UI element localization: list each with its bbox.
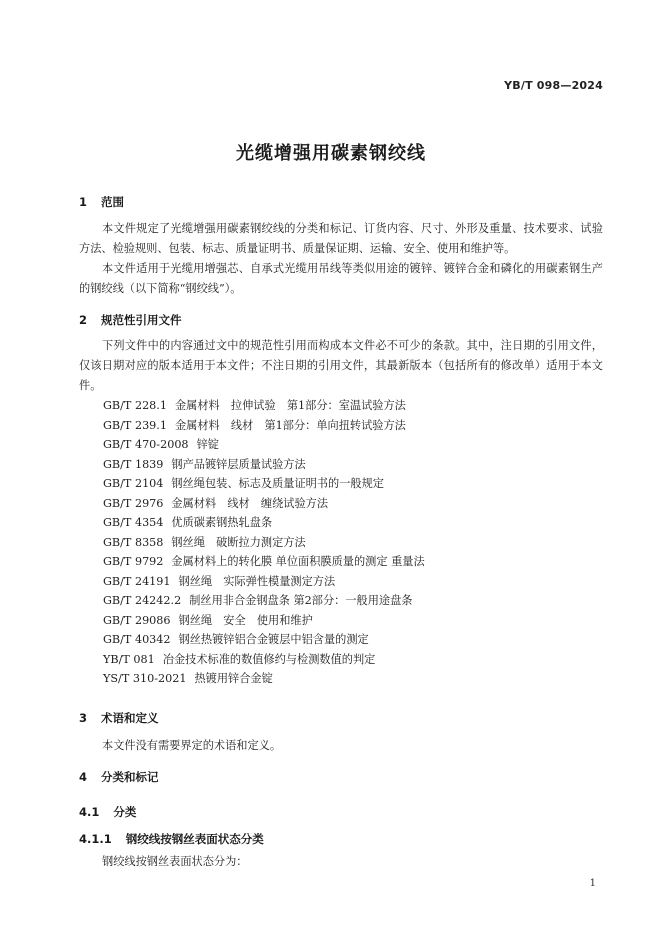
reference-item — [103, 396, 425, 416]
reference-title: 金属材料 线材 缠绕试验方法 — [171, 496, 329, 510]
page-number: 1 — [589, 878, 596, 889]
reference-title: 金属材料 线材 第1部分：单向扭转试验方法 — [174, 418, 406, 432]
reference-title: 锌锭 — [196, 438, 219, 451]
section-title: 规范性引用文件 — [101, 313, 182, 327]
reference-code: GB/T 470-2008 — [103, 438, 189, 451]
reference-item — [103, 650, 425, 670]
terms-paragraph: 本文件没有需要界定的术语和定义。 — [102, 739, 282, 752]
reference-code: GB/T 4354 — [103, 516, 164, 529]
section-number: 4.1.1 — [79, 832, 112, 846]
reference-item — [103, 630, 425, 650]
section-title: 钢绞线按钢丝表面状态分类 — [125, 832, 264, 846]
section-title: 术语和定义 — [101, 711, 159, 725]
reference-item — [103, 591, 425, 611]
reference-title: 金属材料 拉伸试验 第1部分：室温试验方法 — [174, 399, 406, 412]
reference-item — [103, 474, 425, 494]
reference-item — [103, 572, 425, 592]
reference-item — [103, 435, 425, 455]
section-number: 1 — [79, 195, 88, 209]
reference-item — [103, 533, 425, 553]
reference-code: GB/T 228.1 — [103, 399, 167, 412]
reference-code: GB/T 40342 — [103, 633, 171, 646]
reference-title: 钢丝绳 实际弹性模量测定方法 — [178, 574, 336, 588]
reference-code: GB/T 239.1 — [103, 418, 167, 432]
references-intro: 下列文件中的内容通过文中的规范性引用而构成本文件必不可少的条款。其中，注日期的引用文件，仅该日期对应的版本适用于本文件；不注日期的引用文件，其最新版本（包括所有的修改单）适用于本文件。 — [79, 339, 603, 392]
document-title: 光缆增强用碳素钢绞线 — [236, 143, 426, 164]
reference-code: GB/T 29086 — [103, 613, 171, 627]
reference-title: 钢丝绳 安全 使用和维护 — [178, 613, 313, 627]
reference-item — [103, 416, 425, 436]
section-title: 分类 — [113, 805, 137, 819]
reference-title: 金属材料上的转化膜 单位面积膜质量的测定 重量法 — [171, 555, 425, 568]
section-number: 3 — [79, 711, 88, 725]
reference-title: 钢丝热镀锌铝合金镀层中铝含量的测定 — [178, 633, 369, 646]
reference-item — [103, 494, 425, 514]
reference-code: YS/T 310-2021 — [103, 672, 187, 685]
section-3-heading — [79, 710, 159, 726]
scope-paragraph-1: 本文件规定了光缆增强用碳素钢绞线的分类和标记、订货内容、尺寸、外形及重量、技术要求、试验方法、检验规则、包装、标志、质量证明书、质量保证期、运输、安全、使用和维护等。 — [79, 222, 603, 255]
reference-code: GB/T 1839 — [103, 457, 164, 471]
reference-item — [103, 552, 425, 572]
classification-paragraph: 钢绞线按钢丝表面状态分为： — [102, 855, 248, 868]
section-number: 4 — [79, 770, 88, 784]
reference-code: YB/T 081 — [103, 652, 155, 666]
reference-title: 钢产品镀锌层质量试验方法 — [171, 457, 306, 471]
section-4-heading — [79, 769, 159, 785]
section-title: 分类和标记 — [101, 770, 159, 784]
reference-item — [103, 513, 425, 533]
reference-code: GB/T 9792 — [103, 555, 164, 568]
section-number: 4.1 — [79, 805, 100, 819]
reference-title: 制丝用非合金钢盘条 第2部分：一般用途盘条 — [189, 594, 413, 607]
section-2-heading — [79, 312, 182, 328]
reference-code: GB/T 8358 — [103, 535, 164, 549]
reference-title: 优质碳素钢热轧盘条 — [171, 516, 273, 529]
section-number: 2 — [79, 313, 88, 327]
reference-code: GB/T 24242.2 — [103, 594, 182, 607]
reference-code: GB/T 2976 — [103, 496, 164, 510]
subsection-4-1-1-heading — [79, 831, 264, 847]
scope-paragraph-2: 本文件适用于光缆用增强芯、自承式光缆用吊线等类似用途的镀锌、镀锌合金和磷化的用碳素钢生产的钢绞线（以下简称“钢绞线”）。 — [79, 262, 603, 295]
section-title: 范围 — [101, 195, 125, 209]
reference-code: GB/T 24191 — [103, 574, 171, 588]
reference-code: GB/T 2104 — [103, 477, 164, 490]
reference-title: 热镀用锌合金锭 — [194, 672, 273, 685]
reference-item — [103, 455, 425, 475]
reference-item — [103, 611, 425, 631]
reference-list — [103, 396, 425, 689]
subsection-4-1-heading — [79, 804, 136, 820]
section-1-heading — [79, 194, 124, 210]
reference-title: 钢丝绳包装、标志及质量证明书的一般规定 — [171, 477, 384, 490]
reference-title: 钢丝绳 破断拉力测定方法 — [171, 535, 306, 549]
reference-title: 冶金技术标准的数值修约与检测数值的判定 — [162, 652, 376, 666]
reference-item — [103, 669, 425, 689]
standard-code: YB/T 098—2024 — [504, 79, 603, 92]
